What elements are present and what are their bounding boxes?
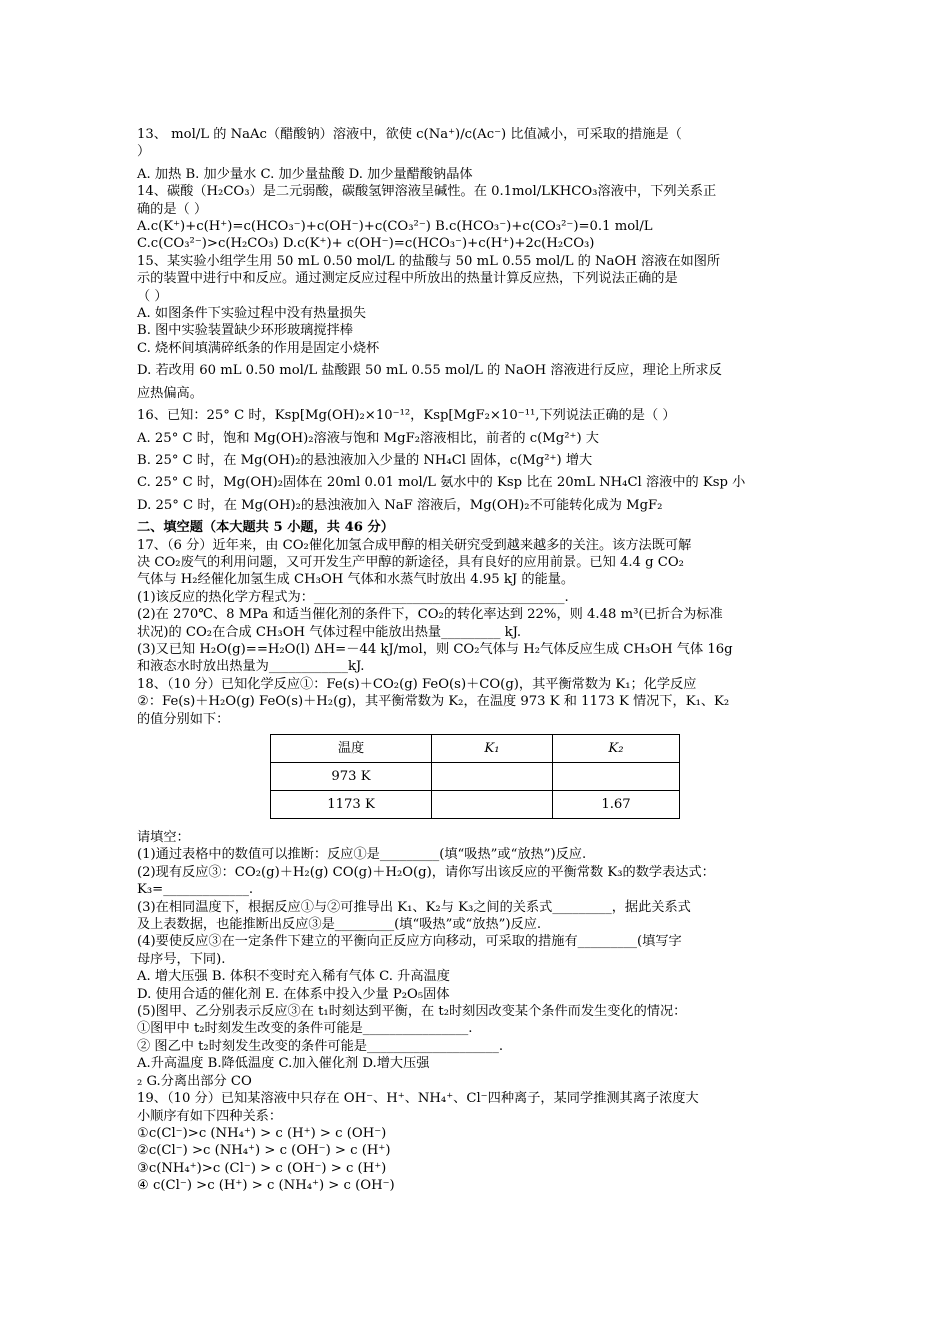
- table-header: 温度: [271, 735, 432, 763]
- q17-part-2b: 状况)的 CO₂在合成 CH₃OH 气体过程中能放出热量_________ kJ.: [137, 624, 522, 640]
- table-row: [271, 791, 680, 819]
- table-cell: [432, 791, 553, 819]
- q18-part-4b: 母序号，下同).: [137, 951, 226, 967]
- q17-part-2a: (2)在 270℃、8 MPa 和适当催化剂的条件下，CO₂的转化率达到 22%，则 4.48 m³(已折合为标准: [137, 607, 723, 623]
- q17-line-3: 气体与 H₂经催化加氢生成 CH₃OH 气体和水蒸气时放出 4.95 kJ 的能量。: [137, 572, 575, 588]
- q18-options-abc: A. 增大压强 B. 体积不变时充入稀有气体 C. 升高温度: [137, 969, 450, 985]
- q19-relation-4: ④ c(Cl⁻) >c (H⁺) > c (NH₄⁺) > c (OH⁻): [137, 1178, 395, 1194]
- q19-relation-2: ②c(Cl⁻) >c (NH₄⁺) > c (OH⁻) > c (H⁺): [137, 1143, 391, 1159]
- q15-option-d-2: 应热偏高。: [137, 385, 203, 401]
- section-heading: 二、填空题（本大题共 5 小题，共 46 分）: [137, 520, 394, 536]
- q15-line-2: 示的装置中进行中和反应。通过测定反应过程中所放出的热量计算反应热，下列说法正确的是: [137, 271, 678, 287]
- q15-option-b: B. 图中实验装置缺少环形玻璃搅拌棒: [137, 323, 353, 339]
- q19-line-2: 小顺序有如下四种关系：: [137, 1108, 283, 1124]
- q15-line-1: 15、某实验小组学生用 50 mL 0.50 mol/L 的盐酸与 50 mL 0.55 mol/L 的 NaOH 溶液在如图所: [137, 253, 721, 269]
- q13-line-1: 13、 mol/L 的 NaAc（醋酸钠）溶液中，欲使 c(Na⁺)/c(Ac⁻) 比值减小，可采取的措施是（: [137, 127, 682, 142]
- q14-options-cd: C.c(CO₃²⁻)>c(H₂CO₃) D.c(K⁺)+ c(OH⁻)=c(HCO₃⁻)+c(H⁺)+2c(H₂CO₃): [137, 236, 595, 252]
- q14-options-ab: A.c(K⁺)+c(H⁺)=c(HCO₃⁻)+c(OH⁻)+c(CO₃²⁻) B.c(HCO₃⁻)+c(CO₃²⁻)=0.1 mol/L: [137, 219, 653, 235]
- q15-option-c: C. 烧杯间填满碎纸条的作用是固定小烧杯: [137, 340, 380, 356]
- q17-line-2: 决 CO₂废气的利用问题，又可开发生产甲醇的新途径，具有良好的应用前景。已知 4.4 g CO₂: [137, 554, 684, 570]
- table-header: K₂: [553, 735, 680, 763]
- q18-part-5-1: ①图甲中 t₂时刻发生改变的条件可能是________________.: [137, 1021, 473, 1037]
- q14-line-1: 14、碳酸（H₂CO₃）是二元弱酸，碳酸氢钾溶液呈碱性。在 0.1mol/LKHCO₃溶液中，下列关系正: [137, 184, 717, 200]
- q16-option-d: D. 25° C 时，在 Mg(OH)₂的悬浊液加入 NaF 溶液后，Mg(OH)₂不可能转化成为 MgF₂: [137, 497, 663, 513]
- q18-line-2: ②：Fe(s)＋H₂O(g) FeO(s)＋H₂(g)，其平衡常数为 K₂，在温度 973 K 和 1173 K 情况下，K₁、K₂: [137, 694, 730, 710]
- table-cell: 1.67: [553, 791, 680, 819]
- table-cell: [432, 763, 553, 791]
- q18-part-5-options: A.升高温度 B.降低温度 C.加入催化剂 D.增大压强: [137, 1056, 430, 1072]
- q18-part-2b: K₃=_____________.: [137, 882, 254, 898]
- table-row: [271, 763, 680, 791]
- q18-part-5-2: ② 图乙中 t₂时刻发生改变的条件可能是____________________.: [137, 1038, 504, 1054]
- q18-part-5: (5)图甲、乙分别表示反应③在 t₁时刻达到平衡，在 t₂时刻因改变某个条件而发生变化的情况：: [137, 1004, 687, 1020]
- q18-part-3a: (3)在相同温度下，根据反应①与②可推导出 K₁、K₂与 K₃之间的关系式_________，据此关系式: [137, 899, 691, 915]
- q16-stem: 16、已知：25° C 时，Ksp[Mg(OH)₂×10⁻¹²，Ksp[MgF₂×10⁻¹¹,下列说法正确的是（ ）: [137, 408, 676, 424]
- q18-line-1: 18、（10 分）已知化学反应①：Fe(s)＋CO₂(g) FeO(s)＋CO(g)，其平衡常数为 K₁；化学反应: [137, 676, 697, 692]
- q13-line-2: ）: [137, 144, 151, 160]
- table-cell: 1173 K: [271, 791, 432, 819]
- q18-part-1: (1)通过表格中的数值可以推断：反应①是_________(填“吸热”或“放热”)反应.: [137, 847, 587, 863]
- q16-option-c: C. 25° C 时，Mg(OH)₂固体在 20ml 0.01 mol/L 氨水中的 Ksp 比在 20mL NH₄Cl 溶液中的 Ksp 小: [137, 475, 746, 491]
- q17-line-1: 17、（6 分）近年来，由 CO₂催化加氢合成甲醇的相关研究受到越来越多的关注。该方法既可解: [137, 537, 692, 553]
- table-cell: [553, 763, 680, 791]
- q17-part-3b: 和液态水时放出热量为____________kJ.: [137, 659, 365, 675]
- q15-option-a: A. 如图条件下实验过程中没有热量损失: [137, 306, 366, 322]
- q18-part-3b: 及上表数据，也能推断出反应③是_________(填“吸热”或“放热”)反应.: [137, 917, 542, 933]
- table-header-row: [271, 735, 680, 763]
- q18-options-de: D. 使用合适的催化剂 E. 在体系中投入少量 P₂O₅固体: [137, 986, 450, 1002]
- q13-options: A. 加热 B. 加少量水 C. 加少量盐酸 D. 加少量醋酸钠晶体: [137, 166, 473, 182]
- q19-relation-1: ①c(Cl⁻)>c (NH₄⁺) > c (H⁺) > c (OH⁻): [137, 1125, 387, 1141]
- q18-part-2a: (2)现有反应③：CO₂(g)＋H₂(g) CO(g)＋H₂O(g)，请你写出该反应的平衡常数 K₃的数学表达式：: [137, 864, 715, 880]
- q14-line-2: 确的是（ ）: [137, 201, 208, 217]
- q15-line-3: （ ）: [137, 288, 168, 304]
- q16-option-b: B. 25° C 时，在 Mg(OH)₂的悬浊液加入少量的 NH₄Cl 固体，c(Mg²⁺) 增大: [137, 452, 593, 468]
- equilibrium-constant-table: [270, 734, 680, 819]
- q18-part-5-option-g: ₂ G.分离出部分 CO: [137, 1073, 252, 1089]
- table-cell: 973 K: [271, 763, 432, 791]
- q18-line-3: 的值分别如下：: [137, 711, 230, 727]
- q19-line-1: 19、（10 分）已知某溶液中只存在 OH⁻、H⁺、NH₄⁺、Cl⁻四种离子，某同学推测其离子浓度大: [137, 1091, 699, 1107]
- q17-part-3a: (3)又已知 H₂O(g)==H₂O(l) ΔH=－44 kJ/mol，则 CO₂气体与 H₂气体反应生成 CH₃OH 气体 16g: [137, 641, 733, 657]
- exam-page: [137, 126, 827, 1195]
- q15-option-d-1: D. 若改用 60 mL 0.50 mol/L 盐酸跟 50 mL 0.55 mol/L 的 NaOH 溶液进行反应，理论上所求反: [137, 363, 722, 379]
- q17-part-1: (1)该反应的热化学方程式为：______________________________________.: [137, 589, 569, 605]
- q18-part-4a: (4)要使反应③在一定条件下建立的平衡向正反应方向移动，可采取的措施有_________(填写字: [137, 934, 682, 950]
- table-header: K₁: [432, 735, 553, 763]
- q19-relation-3: ③c(NH₄⁺)>c (Cl⁻) > c (OH⁻) > c (H⁺): [137, 1160, 387, 1176]
- q16-option-a: A. 25° C 时，饱和 Mg(OH)₂溶液与饱和 MgF₂溶液相比，前者的 c(Mg²⁺) 大: [137, 430, 599, 446]
- q18-fill-intro: 请填空：: [137, 830, 190, 845]
